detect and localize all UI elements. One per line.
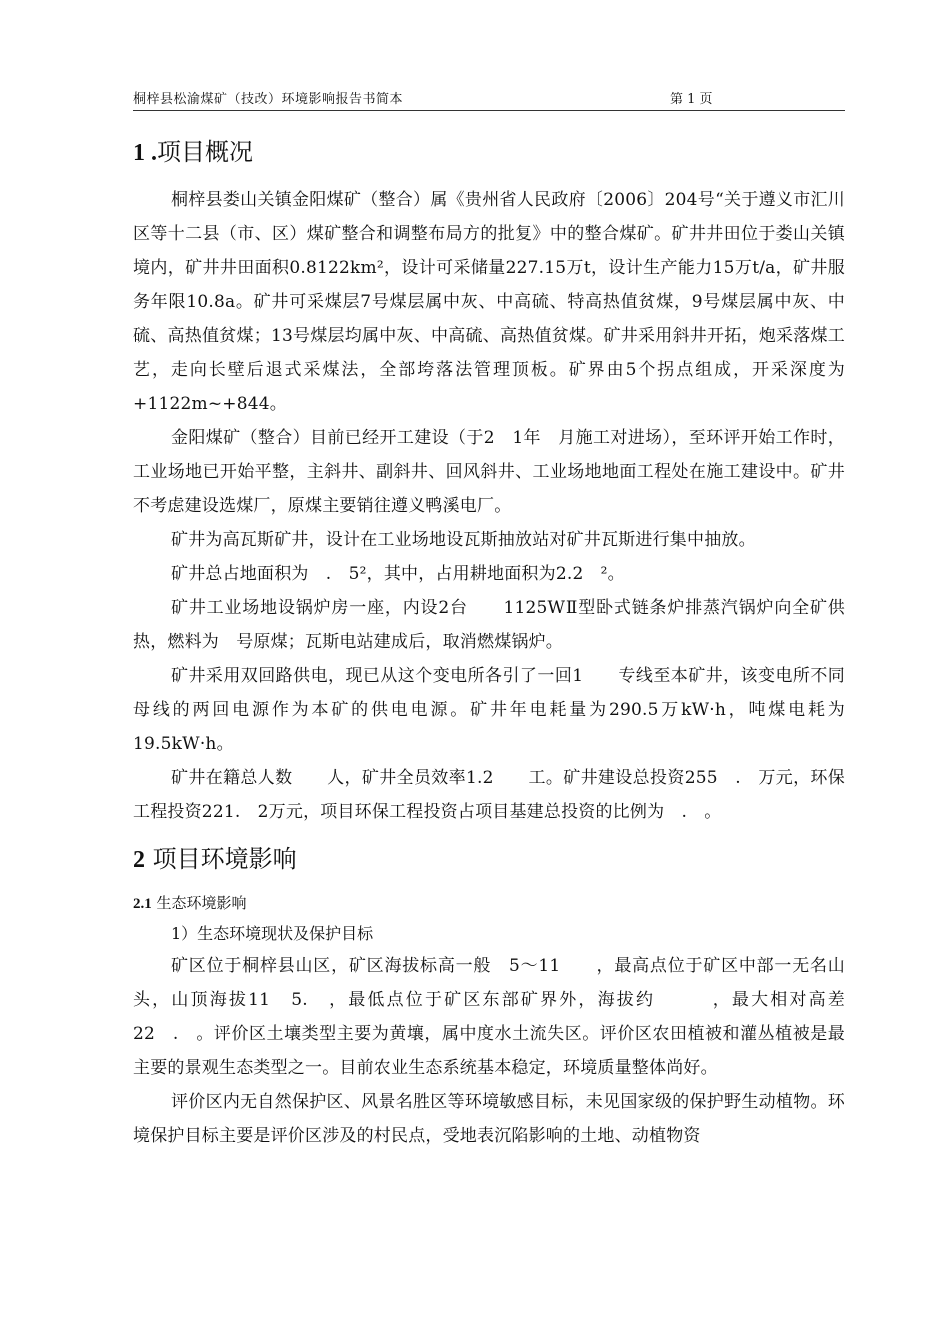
- subsection-heading: [133, 888, 845, 919]
- page-header: [133, 88, 845, 108]
- paragraph: 金阳煤矿（整合）目前已经开工建设（于2 1年 月施工对进场），至环评开始工作时，工业场地已开始平整，主斜井、副斜井、回风斜井、工业场地地面工程处在施工建设中。矿井不考虑建设选煤厂，原煤主要销往遵义鸭溪电厂。: [133, 428, 845, 516]
- paragraph: 矿井在籍总人数 人，矿井全员效率1.2 工。矿井建设总投资255 . 万元，环保工程投资221. 2万元，项目环保工程投资占项目基建总投资的比例为 . 。: [133, 768, 845, 822]
- paragraph: 矿井采用双回路供电，现已从这个变电所各引了一回1 专线至本矿井，该变电所不同母线的两回电源作为本矿的供电电源。矿井年电耗量为290.5万kW·h，吨煤电耗为19.5kW·h。: [133, 666, 845, 754]
- paragraph: 桐梓县娄山关镇金阳煤矿（整合）属《贵州省人民政府〔2006〕204号“关于遵义市汇川区等十二县（市、区）煤矿整合和调整布局方的批复》中的整合煤矿。矿井井田位于娄山关镇境内，矿井井田面积0.8122km²，设计可采储量227.15万t，设计生产能力15万t/a，矿井服务年限10.8a。矿井可采煤层7号煤层属中灰、中高硫、特高热值贫煤，9号煤层属中灰、中硫、高热值贫煤；13号煤层均属中灰、中高硫、高热值贫煤。矿井采用斜井开拓，炮采落煤工艺，走向长壁后退式采煤法，全部垮落法管理顶板。矿界由5个拐点组成，开采深度为+1122m~+844。: [133, 190, 845, 414]
- section-number: 2: [133, 847, 145, 873]
- paragraph: 矿井工业场地设锅炉房一座，内设2台 1125WⅡ型卧式链条炉排蒸汽锅炉向全矿供热，燃料为 号原煤；瓦斯电站建成后，取消燃煤锅炉。: [133, 598, 845, 652]
- paragraph: 矿井总占地面积为 . 5²，其中，占用耕地面积为2.2 ²。: [171, 564, 625, 584]
- page-number: 第 1 页: [670, 92, 713, 107]
- paragraph: 矿区位于桐梓县山区，矿区海拔标高一般 5～11 ，最高点位于矿区中部一无名山头，山顶海拔11 5. ，最低点位于矿区东部矿界外，海拔约 ，最大相对高差22 . 。评价区土壤类型主要为黄壤，属中度水土流失区。评价区农田植被和灌丛植被是最主要的景观生态类型之一。目前农业生态系统基本稳定，环境质量整体尚好。: [133, 956, 845, 1078]
- subsection-number: 2.1: [133, 896, 152, 912]
- paragraph: 评价区内无自然保护区、风景名胜区等环境敏感目标，未见国家级的保护野生动植物。环境保护目标主要是评价区涉及的村民点，受地表沉陷影响的土地、动植物资: [133, 1092, 845, 1146]
- section-title: 项目概况: [157, 138, 253, 166]
- section-title: 项目环境影响: [152, 845, 297, 873]
- sub-heading: 1）生态环境现状及保护目标: [171, 924, 374, 943]
- document-body: [133, 132, 845, 1153]
- header-rule: [133, 110, 845, 111]
- section-heading-2: [133, 839, 845, 880]
- document-title: 桐梓县松渝煤矿（技改）环境影响报告书简本: [133, 92, 404, 107]
- subsection-title: 生态环境影响: [156, 894, 247, 912]
- section-number: 1 .: [133, 140, 157, 166]
- paragraph: 矿井为高瓦斯矿井，设计在工业场地设瓦斯抽放站对矿井瓦斯进行集中抽放。: [171, 530, 756, 550]
- section-heading-1: [133, 132, 845, 173]
